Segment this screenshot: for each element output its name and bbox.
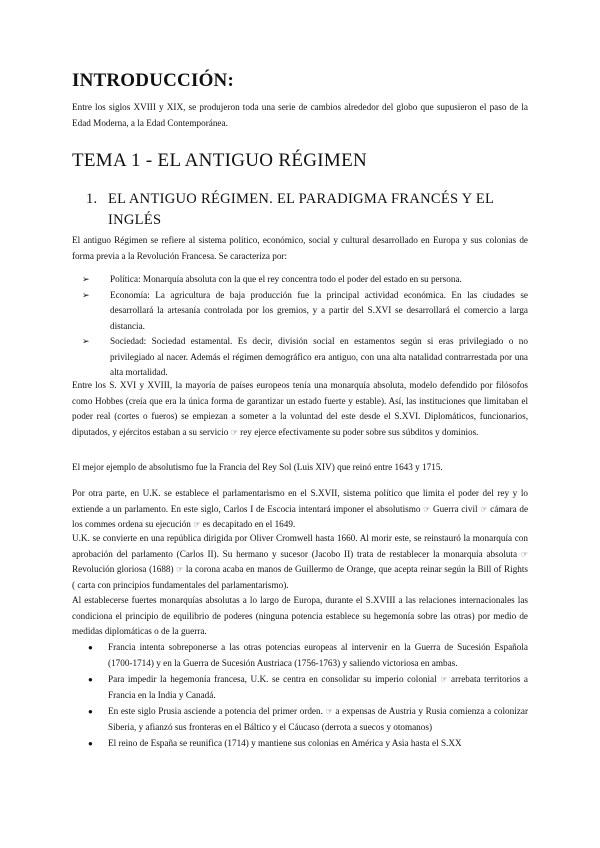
pointing-hand-icon: ☞ <box>325 707 333 716</box>
dot-bullet-icon: ● <box>88 707 93 716</box>
pointing-hand-icon: ☞ <box>230 427 238 437</box>
arrow-bullet-icon: ➢ <box>82 336 90 346</box>
tema-heading: TEMA 1 - EL ANTIGUO RÉGIMEN <box>72 150 368 171</box>
balance-paragraph: Al establecerse fuertes monarquías absolutas a lo largo de Europa, durante el S.XVIII a las relaciones internacionales las condiciona el principio de equilibrio de poderes (ninguna potencia establece su hegemonía sobre las otras) por medio de medidas diplomáticas o de la guerra. <box>72 595 528 636</box>
list-item: ➢ Política: Monarquía absoluta con la que el rey concentra todo el poder del estado en su persona. <box>72 272 528 288</box>
pointing-hand-icon: ☞ <box>440 675 448 684</box>
list-item: ● Francia intenta sobreponerse a las otras potencias europeas al intervenir en la Guerra de Sucesión Española (1700-1714) y en la Guerra de Sucesión Austriaca (1756-1763) y saliendo victoriosa en ambas. <box>88 642 528 668</box>
dot-bullet-icon: ● <box>88 739 93 748</box>
section-title-line1: EL ANTIGUO RÉGIMEN. EL PARADIGMA FRANCÉS Y EL <box>108 191 495 207</box>
pointing-hand-icon: ☞ <box>480 504 488 514</box>
arrow-bullet-icon: ➢ <box>82 289 90 300</box>
list-item: ● El reino de España se reunifica (1714) y mantiene sus colonias en América y Asia hasta el S.XX <box>72 736 528 752</box>
list-item: ● Para impedir la hegemonía francesa, U.K. se centra en consolidar su imperio colonial ☞ arrebata territorios a Francia en la India y Canadá. <box>88 674 529 700</box>
republic-paragraph: U.K. se convierte en una república dirigida por Oliver Cromwell hasta 1660. Al morir este, se reinstauró la monarquía con aprobación del parlamento (Carlos II). Su hermano y sucesor (Jacobo II) trata de restablecer la monarquía absoluta ☞ Revolución gloriosa (1688) ☞ la corona acaba en manos de Guillermo de Orange, que acepta reinar según la Bill of Rights ( carta con principios fundamentales del parlamentarismo). <box>72 533 529 590</box>
france-paragraph: El mejor ejemplo de absolutismo fue la Francia del Rey Sol (Luis XIV) que reinó entre 1643 y 1715. <box>72 462 443 472</box>
dot-bullet-icon: ● <box>88 675 93 684</box>
pointing-hand-icon: ☞ <box>193 520 201 529</box>
pointing-hand-icon: ☞ <box>176 565 184 574</box>
dot-bullet-icon: ● <box>88 643 93 652</box>
pointing-hand-icon: ☞ <box>520 549 528 559</box>
absolutism-paragraph: Entre los S. XVI y XVIII, la mayoría de países europeos tenía una monarquía absoluta, modelo defendido por filósofos como Hobbes (creía que era la única forma de garantizar un estado fuerte y estable). Así, las instituciones que limitaban el poder real (cortes o fueros) se empiezan a someter a la voluntad del este desde el S.XVI. Diplomáticos, funcionarios, diputados, y ejércitos estaban a su servicio ☞ rey ejerce efectivamente su poder sobre sus súbditos y dominios. <box>72 380 528 437</box>
intro-paragraph: Entre los siglos XVIII y XIX, se produjeron toda una serie de cambios alrededor del globo que supusieron el paso de la Edad Moderna, a la Edad Contemporánea. <box>72 102 528 128</box>
powers-list <box>72 640 528 753</box>
section-title <box>86 189 530 231</box>
list-item: ➢ Economía: La agricultura de baja producción fue la principal actividad económica. En las ciudades se desarrollará la artesanía controlada por los gremios, y a partir del S.XVI se desarrollará el comercio a larga distancia. <box>82 289 528 331</box>
uk-paragraph: Por otra parte, en U.K. se establece el parlamentarismo en el S.XVII, sistema político que limita el poder del rey y lo extiende a un parlamento. En este siglo, Carlos I de Escocia intentará imponer el absolutismo ☞ Guerra civil ☞ cámara de los commes ordena su ejecución ☞ es decapitado en el 1649. <box>72 488 529 529</box>
section-title-line2: INGLÉS <box>108 212 162 228</box>
section-intro-paragraph: El antiguo Régimen se refiere al sistema político, económico, social y cultural desarrollado en Europa y sus colonias de forma previa a la Revolución Francesa. Se caracteriza por: <box>72 235 528 261</box>
characteristics-list <box>72 272 528 381</box>
intro-heading: INTRODUCCIÓN: <box>72 70 234 91</box>
list-item: ➢ Sociedad: Sociedad estamental. Es decir, división social en estamentos según si eras privilegiado o no privilegiado al nacer. Además el régimen demográfico era antiguo, con una alta natalidad contrarrestada por una alta mortalidad. <box>82 336 528 377</box>
arrow-bullet-icon: ➢ <box>82 274 90 284</box>
pointing-hand-icon: ☞ <box>423 504 431 514</box>
list-item: ● En este siglo Prusia asciende a potencia del primer orden. ☞ a expensas de Austria y Rusia comienza a colonizar Siberia, y afianzó sus fronteras en el Báltico y el Cáucaso (derrota a suecos y otomanos) <box>88 706 528 732</box>
section-number: 1. <box>86 191 98 207</box>
